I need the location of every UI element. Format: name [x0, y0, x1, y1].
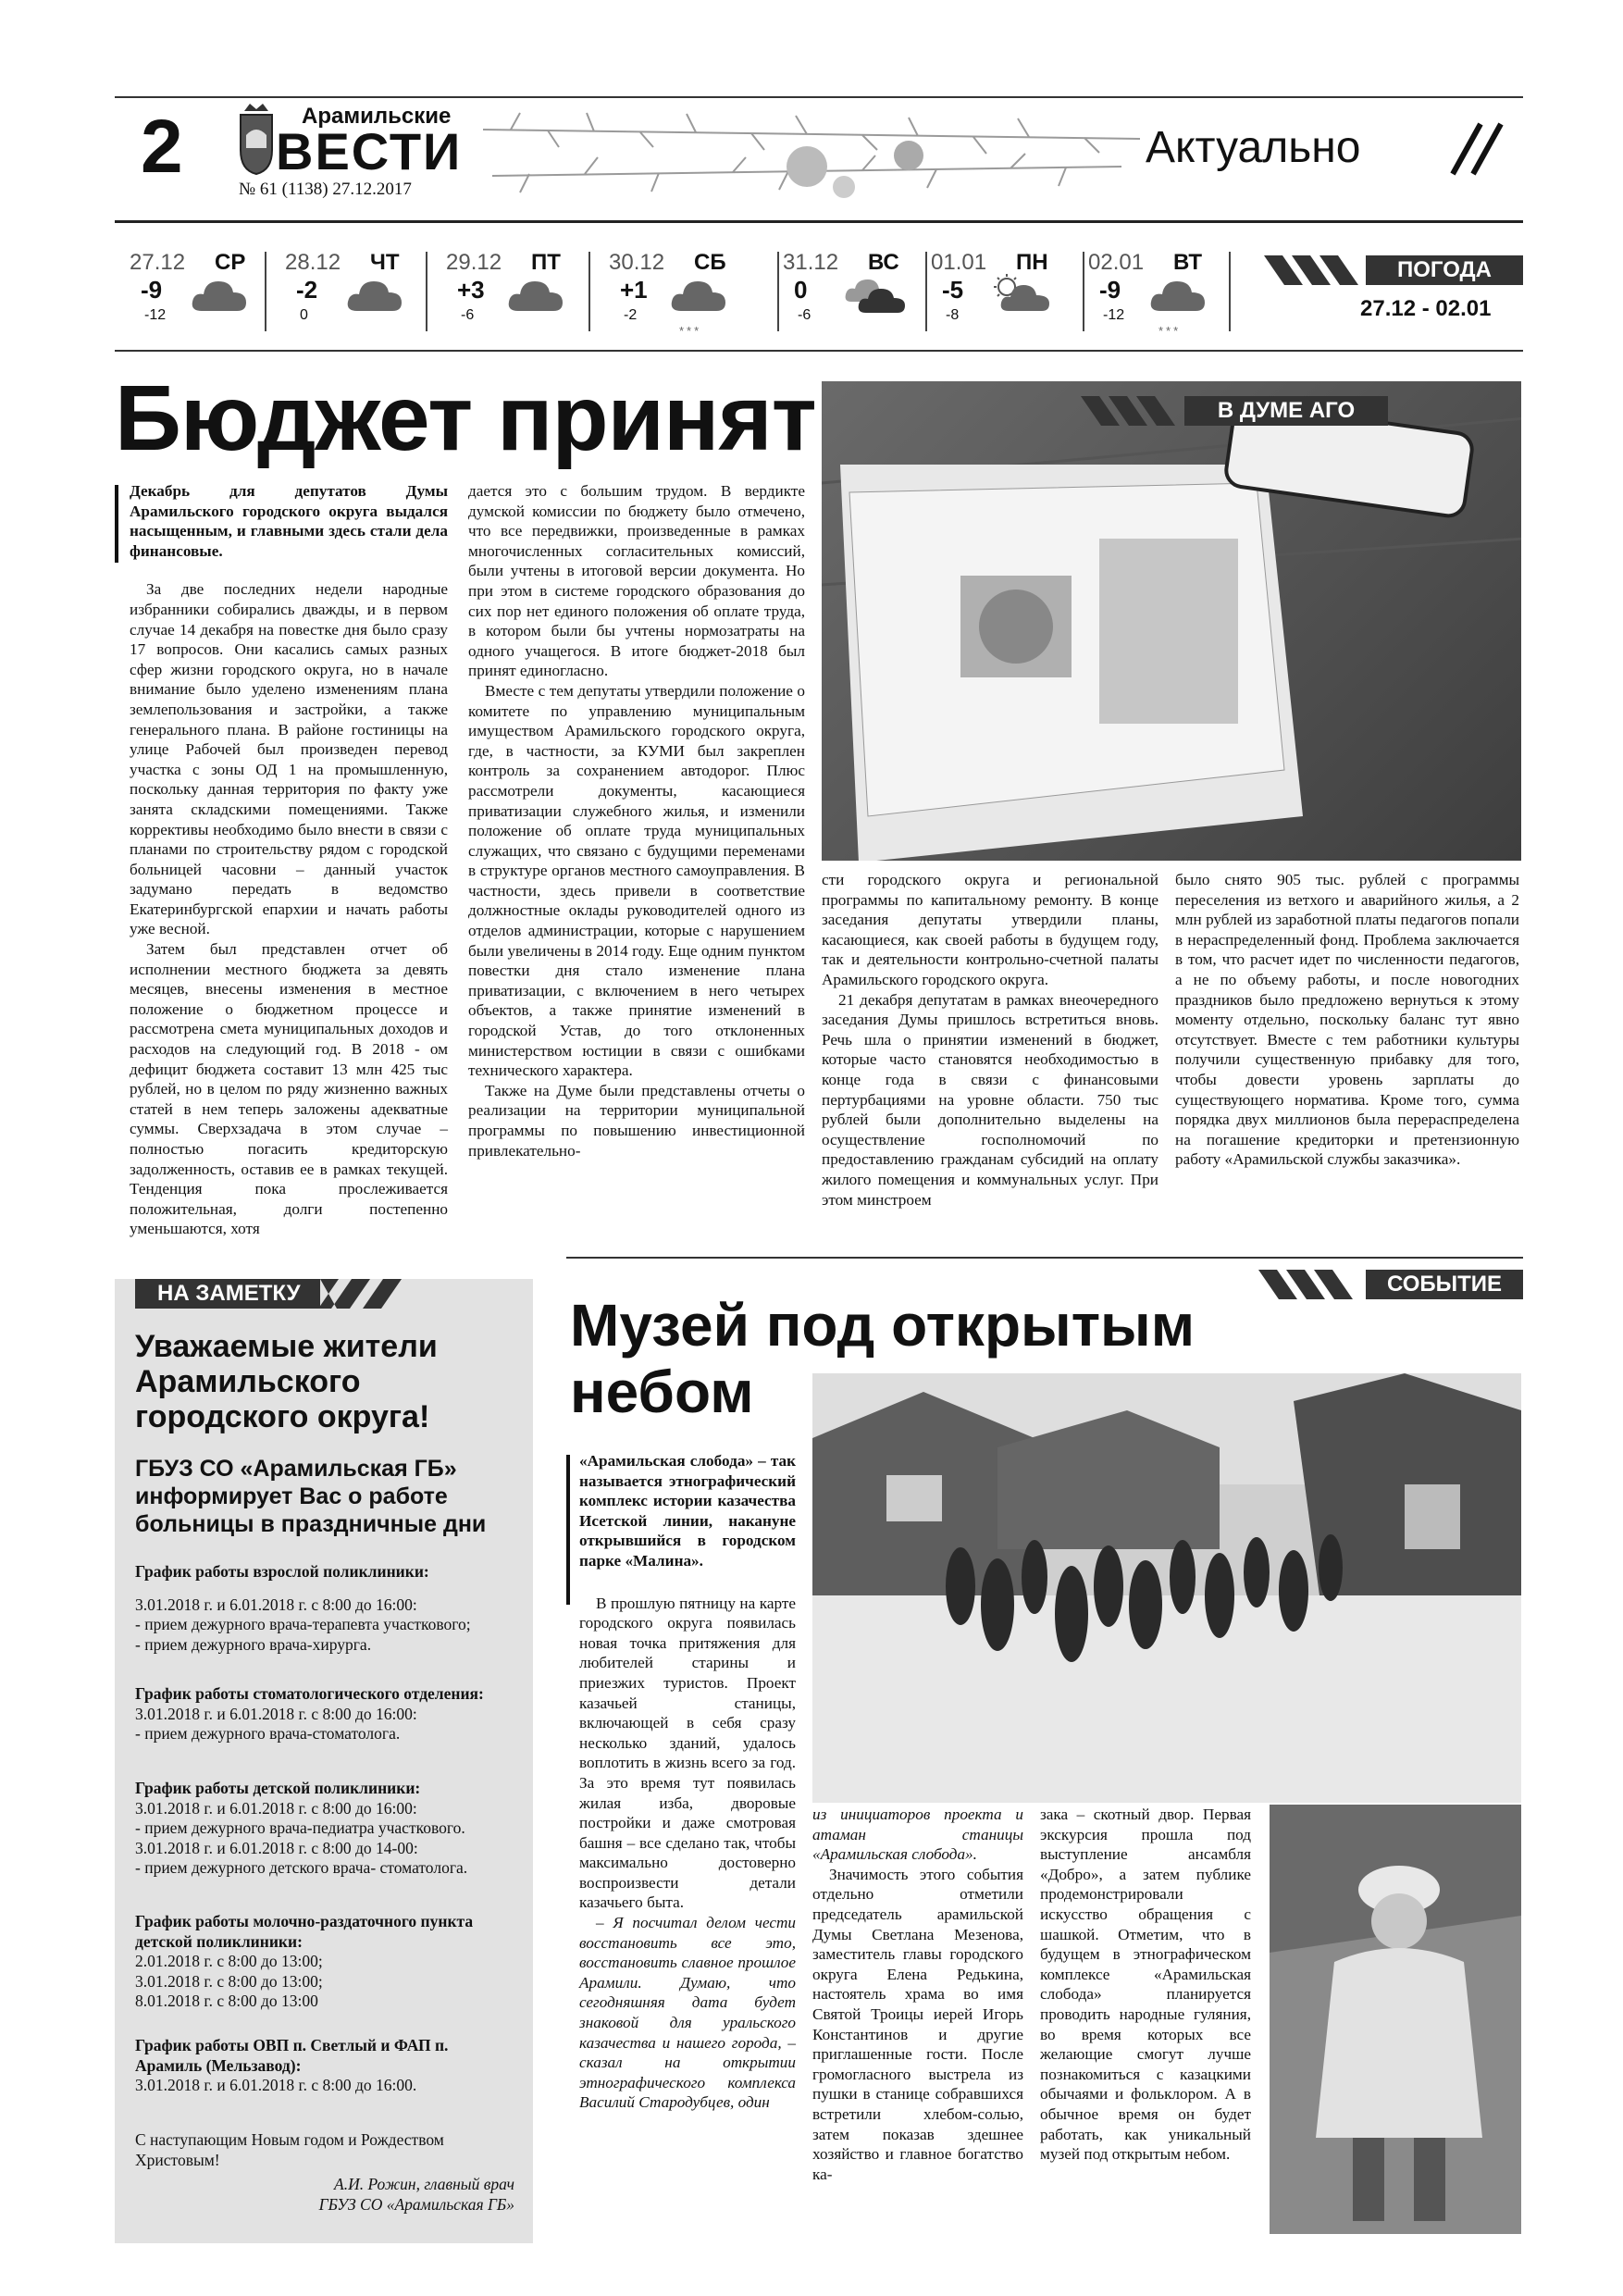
photo-crowd-icon — [812, 1373, 1521, 1803]
quote-paragraph: – Я посчитал делом чести восстановить все это, восстановить славное прошлое Арамили. Думаю, что сегодняшняя дата будет знаковой для уральского казачества и нашего города, – сказал на открытии этнографического комплекса Василий Стародубцев, один — [579, 1914, 796, 2112]
paragraph: 21 декабря депутатам в рамках внеочередного заседания Думы пришлось встретиться вновь. Речь шла о принятии изменений в бюджет, которые часто становятся необходимостью в конце года в связи с финансовыми пертурбациями на уровне области. 750 тыс рублей были дополнительно выделены на осуществление госполномочий по предоставлению гражданам субсидий на оплату жилого помещения и коммунальных услуг. При этом минстроем — [822, 990, 1158, 1209]
schedule-line: 3.01.2018 г. и 6.01.2018 г. с 8:00 до 14-00: — [135, 1838, 418, 1857]
paragraph: В прошлую пятницу на карте городского округа появилась новая точка притяжения для любителей старины и приезжих туристов. Проект казачьей станицы, включающей в себя сразу несколько зданий, удалось воплотить в жизнь всего за год. За это время тут появилась жилая изба, дворовые постройки и даже смотровая башня – все сделано так, чтобы максимально достоверно воспроизвести детали казачьего быта. — [579, 1594, 796, 1912]
schedule-line: 3.01.2018 г. и 6.01.2018 г. с 8:00 до 16:00: — [135, 1595, 417, 1614]
rubric-label: В ДУМЕ АГО — [1184, 396, 1388, 426]
weather-night-temp: -12 — [144, 307, 167, 323]
article-column — [468, 481, 805, 1160]
cossack-photo — [1270, 1805, 1521, 2234]
weather-divider — [588, 252, 590, 331]
event-stripes — [1258, 1270, 1366, 1299]
schedule-line: - прием дежурного детского врача- стоматолога. — [135, 1858, 468, 1877]
section-slashes-icon — [1443, 120, 1508, 176]
cloud-icon — [191, 274, 248, 315]
weather-date: 01.01 — [931, 250, 987, 275]
issue-number: № 61 (1138) 27.12.2017 — [239, 180, 412, 199]
logo — [239, 102, 461, 185]
photo-newspaper-icon — [822, 381, 1521, 861]
weather-night-temp: -12 — [1103, 307, 1125, 323]
village-photo — [812, 1373, 1521, 1803]
section-divider — [566, 1257, 1523, 1259]
schedule-line: - прием дежурного врача-хирурга. — [135, 1634, 372, 1654]
weather-day — [446, 246, 605, 333]
weather-dow: ВТ — [1173, 250, 1203, 275]
snow-cloud-icon — [670, 274, 727, 315]
weather-divider — [265, 252, 266, 331]
fir-branch-decoration — [474, 102, 1149, 204]
weather-divider — [1083, 252, 1084, 331]
note-stripes — [320, 1279, 416, 1309]
top-rule — [115, 96, 1523, 98]
snow-marks: *** — [679, 324, 702, 338]
rubric-stripes — [1081, 396, 1184, 426]
note-greeting: С наступающим Новым годом и Рождеством Христовым! — [135, 2130, 444, 2169]
schedule-section — [135, 1912, 514, 2012]
newspaper-photo — [822, 381, 1521, 861]
weather-divider — [1229, 252, 1231, 331]
weather-dow: СР — [215, 250, 246, 275]
weather-dow: ВС — [868, 250, 899, 275]
weather-date: 27.12 — [130, 250, 186, 275]
note-box — [115, 1279, 533, 2243]
weather-date: 28.12 — [285, 250, 341, 275]
article-title: Бюджет принят — [115, 366, 816, 470]
weather-dow: ПН — [1016, 250, 1048, 275]
paragraph: За две последних недели народные избранники собирались дважды, и в первом случае 14 декабря на повестке дня было сразу 17 вопросов. Они касались самых разных сфер жизни городского округа, но в начале внимание было уделено изменениям плана землепользования и застройки, а также генерального плана. В районе гостиницы на улице Рабочей был произведен перевод участка с зоны ОД 1 на промышленную, поскольку данная территория по факту уже занята складскими помещениями. Также коррективы необходимо было внести в связи с планами по строительству рядом с городской больницей часовни – данный участок задумано передать в ведомство Екатеринбургской епархии и начать работы уже весной. — [130, 580, 448, 938]
page-number: 2 — [141, 105, 183, 189]
weather-night-temp: -2 — [624, 307, 638, 323]
weather-day-temp: +1 — [620, 276, 648, 304]
schedule-line: 3.01.2018 г. с 8:00 до 13:00; — [135, 1971, 323, 1991]
weather-divider — [777, 252, 779, 331]
weather-night-temp: 0 — [300, 307, 308, 323]
weather-day-temp: +3 — [457, 276, 485, 304]
weather-date: 31.12 — [783, 250, 839, 275]
section-title: Актуально — [1146, 123, 1361, 172]
cloud-icon — [507, 274, 564, 315]
paragraph: Вместе с тем депутаты утвердили положение о комитете по управлению муниципальным имуществом Арамильского городского округа, где, в частности, за КУМИ был закреплен контроль за сохранением автодорог. Плюс рассмотрели документы, касающиеся приватизации служебного жилья, и изменили положение об оплате труда муниципальных служащих, что связано с будущими переменами в структуре органов местного самоуправления. В частности, здесь привели в соответствие должностные оклады руководителей одного из отделов администрации, которые с нарушением были увеличены в 2014 году. Еще одним пунктом повестки дня стало изменение плана приватизации, с включением в него четырех объектов, а также принятие изменений в городской Устав, до того отклоненных министерством юстиции в связи с ошибками технического характера. — [468, 681, 805, 1080]
article-column — [1040, 1805, 1251, 2165]
schedule-section — [135, 1562, 514, 1655]
schedule-section — [135, 2036, 514, 2096]
weather-date: 30.12 — [609, 250, 665, 275]
schedule-line: 2.01.2018 г. с 8:00 до 13:00; — [135, 1952, 323, 1970]
weather-day-temp: -2 — [296, 276, 318, 304]
article-lead: Декабрь для депутатов Думы Арамильского городского округа выдался насыщенным, и главными здесь стали дела финансовые. — [130, 482, 448, 560]
sun-cloud-icon — [992, 274, 1053, 315]
paragraph: сти городского округа и региональной программы по капитальному ремонту. В конце заседания депутаты утвердили планы, касающиеся, как своей работы в будущем году, так и деятельности контрольно-счетной палаты Арамильского городского округа. — [822, 871, 1158, 988]
article-column — [812, 1805, 1023, 2184]
weather-dow: ЧТ — [370, 250, 400, 275]
schedule-line: 8.01.2018 г. с 8:00 до 13:00 — [135, 1992, 318, 2010]
paragraph: Также на Думе были представлены отчеты о реализации на территории муниципальной программы по повышению инвестиционной привлекательно- — [468, 1081, 805, 1160]
schedule-heading: График работы взрослой поликлиники: — [135, 1562, 429, 1581]
schedule-heading: График работы ОВП п. Светлый и ФАП п. Арамиль (Мельзавод): — [135, 2036, 449, 2075]
weather-dow: ПТ — [531, 250, 561, 275]
quote-paragraph: из инициаторов проекта и атаман станицы «Арамильская слобода». — [812, 1806, 1023, 1864]
article-title: Музей под открытым — [570, 1292, 1196, 1359]
weather-date: 02.01 — [1088, 250, 1145, 275]
note-rubric: НА ЗАМЕТКУ — [135, 1279, 320, 1309]
coat-of-arms-icon — [239, 102, 274, 176]
snow-cloud-icon — [1149, 274, 1207, 315]
weather-banner-stripes — [1264, 255, 1366, 285]
dark-clouds-icon — [844, 274, 909, 315]
schedule-section — [135, 1779, 514, 1879]
weather-day-temp: -9 — [1099, 276, 1121, 304]
weather-divider — [925, 252, 927, 331]
note-signature: А.И. Рожин, главный врач — [334, 2175, 514, 2193]
weather-range: 27.12 - 02.01 — [1360, 296, 1492, 321]
note-signature-org: ГБУЗ СО «Арамильская ГБ» — [318, 2195, 514, 2214]
logo-main-text: ВЕСТИ — [276, 122, 463, 180]
weather-day-temp: 0 — [794, 276, 808, 304]
weather-day — [931, 246, 1090, 333]
article-title: небом — [570, 1359, 754, 1425]
weather-day-temp: -9 — [141, 276, 163, 304]
article-column — [579, 1451, 796, 2113]
schedule-heading: График работы стоматологического отделения: — [135, 1684, 484, 1703]
weather-night-temp: -6 — [461, 307, 475, 323]
schedule-line: 3.01.2018 г. и 6.01.2018 г. с 8:00 до 16:00: — [135, 1798, 417, 1818]
schedule-line: - прием дежурного врача-терапевта участкового; — [135, 1615, 471, 1633]
weather-bottom-rule — [115, 350, 1523, 352]
note-subtitle: ГБУЗ СО «Арамильская ГБ» информирует Вас о работе больницы в праздничные дни — [135, 1456, 487, 1537]
weather-day — [1088, 246, 1247, 338]
weather-dow: СБ — [694, 250, 726, 275]
photo-man-icon — [1270, 1805, 1521, 2234]
schedule-line: 3.01.2018 г. и 6.01.2018 г. с 8:00 до 16:00. — [135, 2076, 417, 2094]
weather-night-temp: -8 — [946, 307, 960, 323]
weather-day — [285, 246, 444, 333]
note-title: Уважаемые жители Арамильского городского округа! — [135, 1329, 438, 1434]
header-rule — [115, 220, 1523, 223]
logo-top-text: Арамильские — [302, 104, 452, 129]
event-rubric: СОБЫТИЕ — [1366, 1270, 1523, 1299]
schedule-line: - прием дежурного врача-стоматолога. — [135, 1724, 401, 1743]
schedule-line: - прием дежурного врача-педиатра участкового. — [135, 1818, 465, 1837]
cloud-icon — [346, 274, 403, 315]
paragraph: Значимость этого события отдельно отметили председатель арамильской Думы Светлана Мезенова, заместитель главы городского округа Елена Редькина, настоятель храма во имя Святой Троицы иерей Игорь Константинов и другие приглашенные гости. После громогласного выстрела из пушки в станице собравшихся встретили хлебом-солью, затем показав здешнее хозяйство и главное богатство ка- — [812, 1865, 1023, 2183]
article-column — [130, 481, 448, 1239]
weather-night-temp: -6 — [798, 307, 812, 323]
paragraph: зака – скотный двор. Первая экскурсия прошла под выступление ансамбля «Добро», а затем публике продемонстрировали искусство обращения с шашкой. Отметим, что в будущем в этнографическом комплексе «Арамильская слобода» планируется проводить народные гуляния, во время которых все желающие смогут лучше познакомиться с казацкими обычаями и фольклором. А в обычное время он будет работать, как уникальный музей под открытым небом. — [1040, 1806, 1251, 2164]
lead-bar — [566, 1455, 570, 1605]
article-column — [1175, 870, 1519, 1170]
paragraph: дается это с большим трудом. В вердикте думской комиссии по бюджету было отмечено, что все передвижки, произведенные в рамках многочисленных согласительных комиссий, были учтены в итоговой версии документа. Но при этом в системе городского образования до сих пор нет единого положения об оплате труда, в котором были бы учтены нормозатраты на одного учащегося. В итоге бюджет-2018 был принят единогласно. — [468, 482, 805, 680]
weather-day-temp: -5 — [942, 276, 964, 304]
paragraph: было снято 905 тыс. рублей с программы переселения из ветхого и аварийного жилья, а 2 млн рублей из заработной платы педагогов попали в нераспределенный фонд. Проблема заключается в том, что расчет идет по численности педагогов, а не по объему работы, и после новогодних праздников было предложено вернуться к этому моменту отдельно, поскольку баланс тут явно отсутствует. Вместе с тем работники культуры получили существенную прибавку для того, чтобы довести уровень зарплаты до существующего норматива. Кроме того, сумма порядка двух миллионов была перераспределена на погашение кредиторки и претензионную работу «Арамильской службы заказчика». — [1175, 871, 1519, 1169]
schedule-heading: График работы детской поликлиники: — [135, 1779, 421, 1797]
weather-day — [783, 246, 942, 333]
schedule-line: 3.01.2018 г. и 6.01.2018 г. с 8:00 до 16:00: — [135, 1704, 417, 1723]
weather-day — [609, 246, 768, 338]
snow-marks: *** — [1158, 324, 1182, 338]
weather-divider — [426, 252, 427, 331]
paragraph: Затем был представлен отчет об исполнении местного бюджета за девять месяцев, внесены изменения в местное положение о бюджетном процессе и рассмотрена смета муниципальных доходов и расходов на следующий год. В 2018 - ом дефицит бюджета составит 13 млн 425 тыс рублей, но в целом по ряду жизненно важных статей в нем теперь заложены адекватные суммы. Сверхзадача в этом случае – полностью погасить кредиторскую задолженность, оставив ее в рамках текущей. Тенденция пока прослеживается положительная, долги постепенно уменьшаются, хотя — [130, 940, 448, 1238]
schedule-heading: График работы молочно-раздаточного пункта детской поликлиники: — [135, 1912, 474, 1951]
weather-date: 29.12 — [446, 250, 502, 275]
weather-label: ПОГОДА — [1366, 255, 1523, 285]
article-column — [822, 870, 1158, 1210]
article-lead: «Арамильская слобода» – так называется этнографический комплекс истории казачества Исетской линии, накануне открывшийся в городском парке «Малина». — [579, 1452, 796, 1570]
lead-bar — [115, 485, 118, 563]
schedule-section — [135, 1684, 514, 1744]
